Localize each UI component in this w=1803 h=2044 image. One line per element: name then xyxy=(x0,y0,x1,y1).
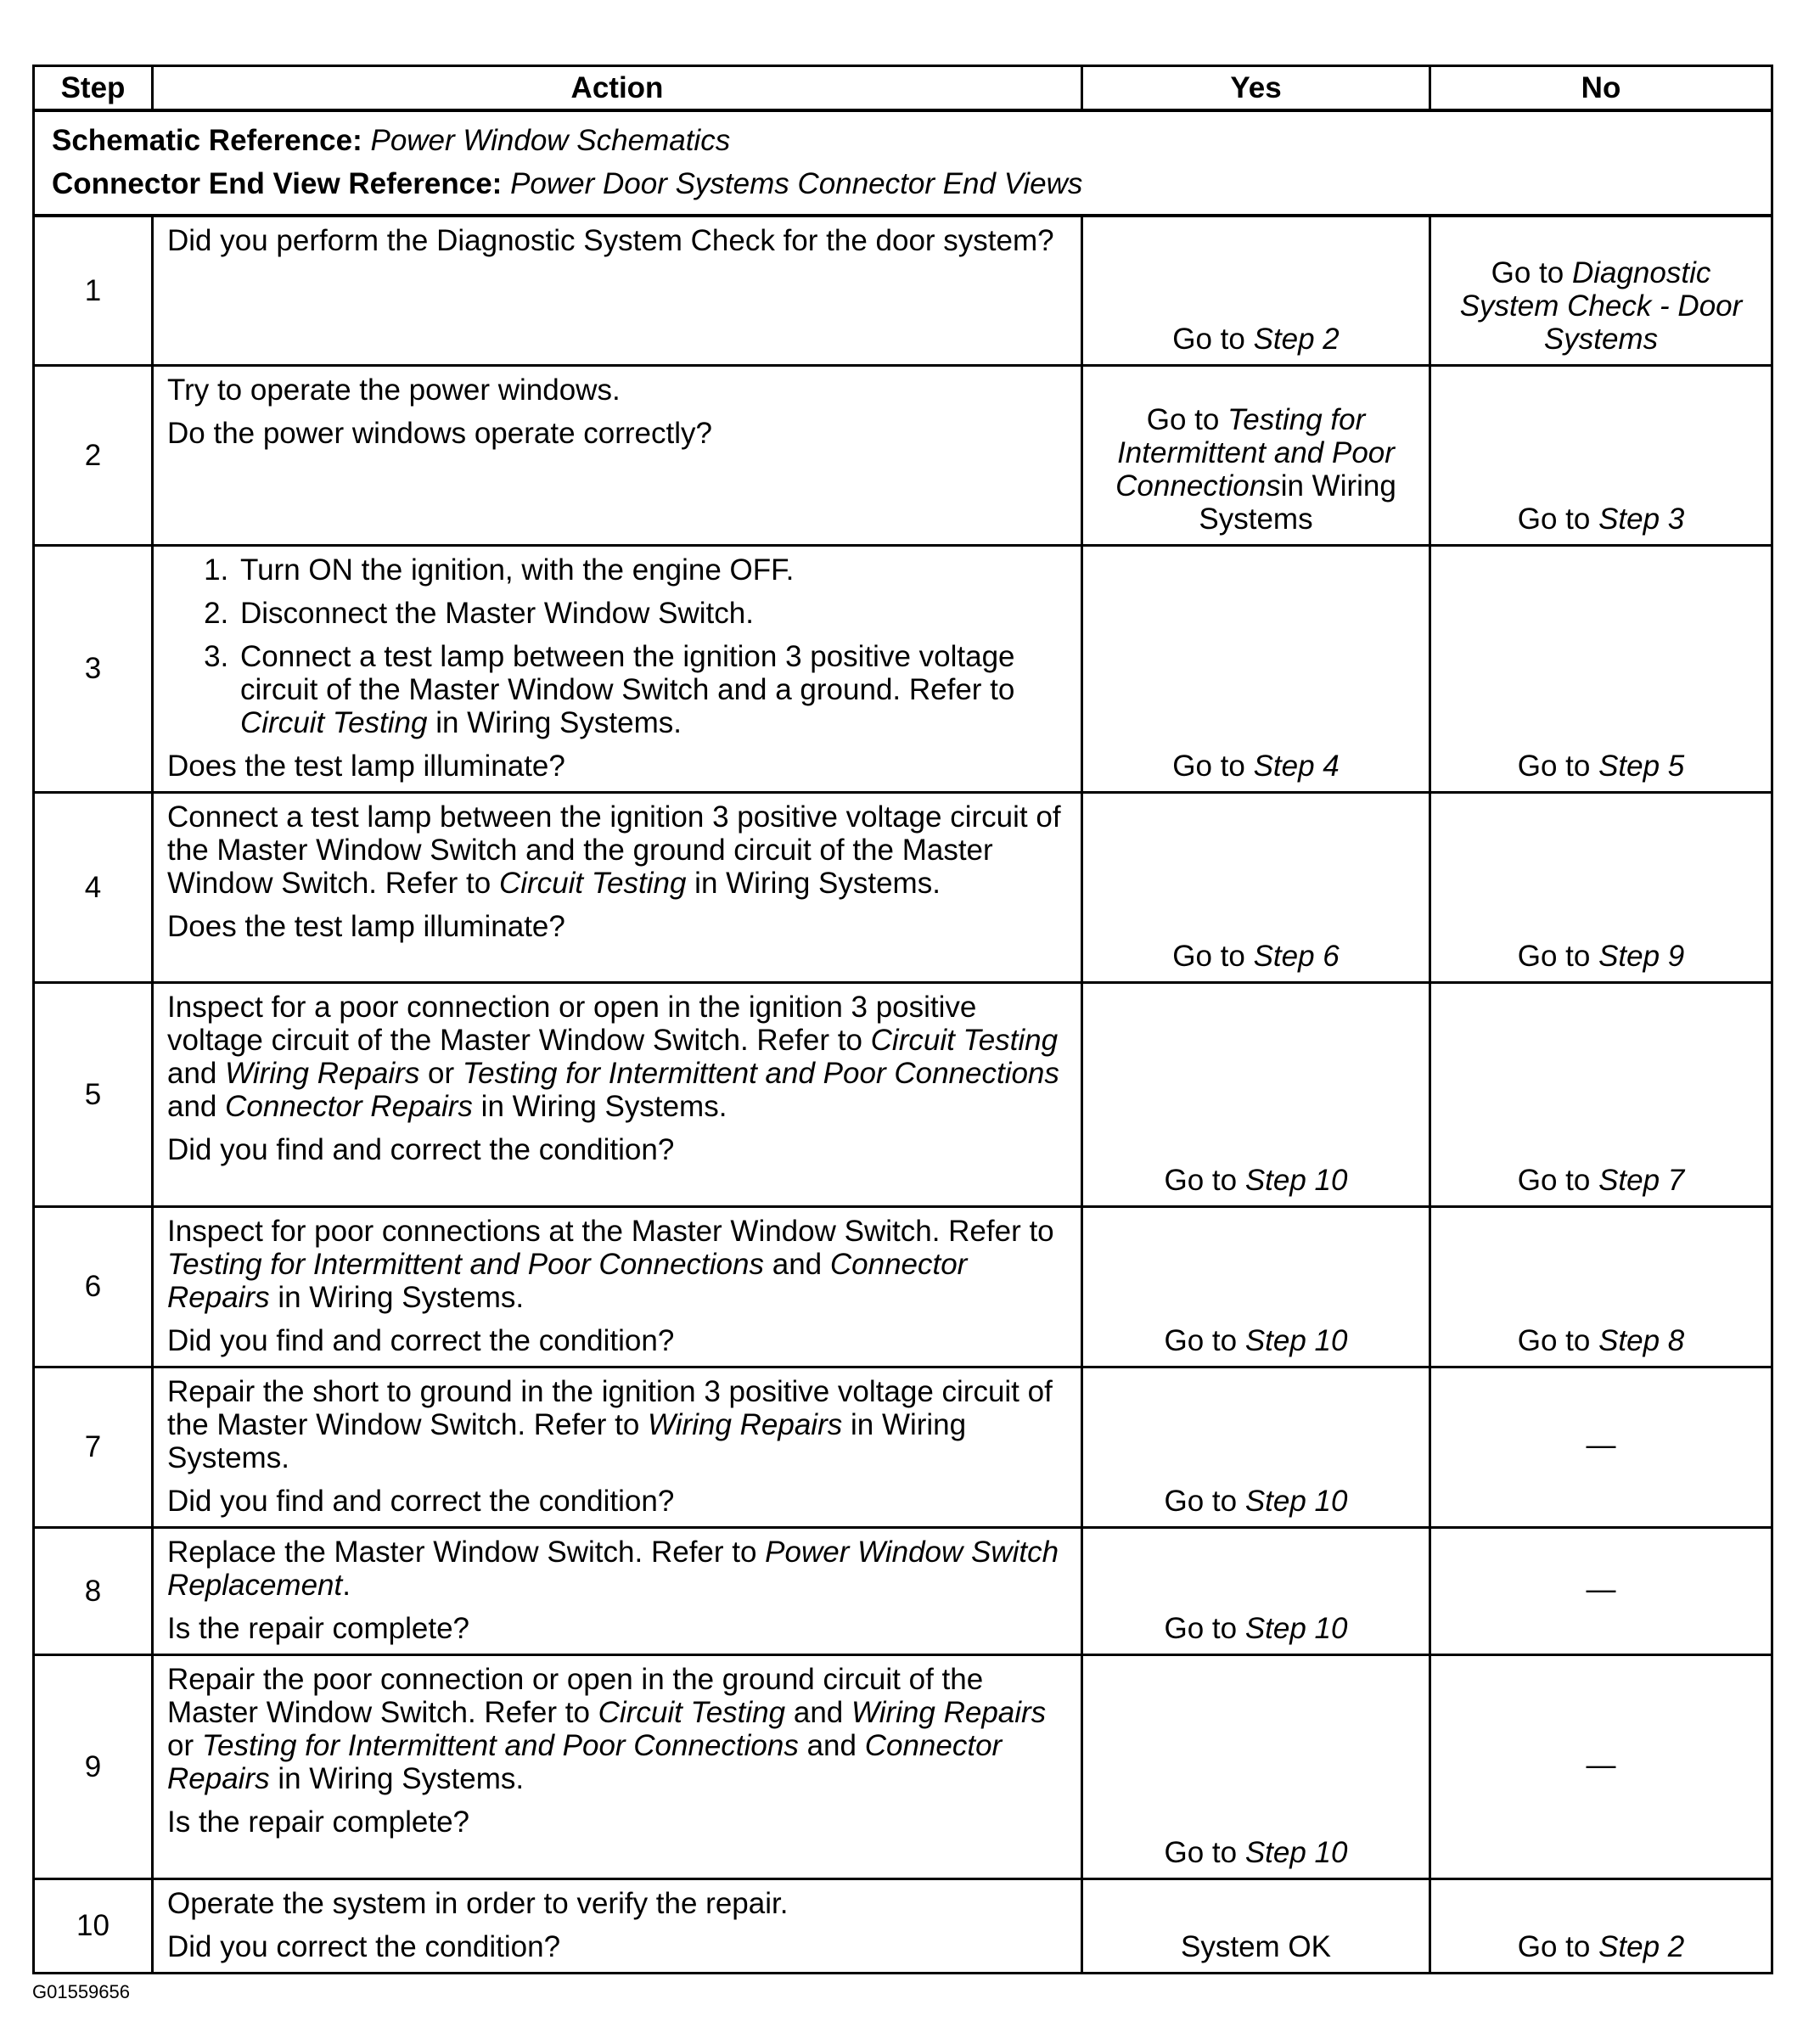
action-text: Try to operate the power windows. xyxy=(167,373,621,407)
reference-link-text: Step 9 xyxy=(1598,939,1685,973)
step-number: 7 xyxy=(34,1367,153,1527)
reference-link-text: Step 10 xyxy=(1244,1484,1348,1518)
action-text: Go to xyxy=(1517,749,1599,783)
step-number: 1 xyxy=(34,216,153,365)
action-text: in Wiring Systems. xyxy=(686,866,941,900)
yes-result xyxy=(1082,365,1430,545)
reference-link-text: Step 3 xyxy=(1598,502,1685,536)
yes-result xyxy=(1082,1367,1430,1527)
action-text: Operate the system in order to verify the repair. xyxy=(167,1886,789,1920)
action-text: Connect a test lamp between the ignition 3 positive voltage circuit of the Master Window Switch and the ground circuit of the Master Window Switch. Refer to xyxy=(167,800,1061,900)
table-row xyxy=(34,365,1772,545)
action-question: Is the repair complete? xyxy=(167,1611,470,1645)
reference-link-text: Step 4 xyxy=(1253,749,1340,783)
reference-link-text: Wiring Repairs xyxy=(648,1407,843,1441)
yes-result xyxy=(1082,982,1430,1206)
reference-link-text: Testing for Intermittent and Poor Connections xyxy=(462,1056,1059,1090)
action-cell xyxy=(153,365,1082,545)
reference-link-text: Step 10 xyxy=(1244,1835,1348,1869)
action-instruction xyxy=(167,1536,1069,1602)
action-text: Go to xyxy=(1172,939,1254,973)
action-text: Go to xyxy=(1517,939,1599,973)
action-instruction xyxy=(167,1375,1069,1474)
action-text: Go to xyxy=(1164,1611,1245,1645)
action-text: Go to xyxy=(1164,1323,1245,1357)
no-result xyxy=(1430,1878,1772,1973)
reference-link-text: Step 5 xyxy=(1598,749,1685,783)
yes-result: System OK xyxy=(1082,1878,1430,1973)
action-text: Go to xyxy=(1517,1323,1599,1357)
table-row xyxy=(34,1367,1772,1527)
reference-link-text: Circuit Testing xyxy=(870,1023,1059,1057)
action-question: Did you find and correct the condition? xyxy=(167,1484,675,1518)
reference-link-text: Wiring Repairs xyxy=(851,1695,1047,1729)
action-question: Does the test lamp illuminate? xyxy=(167,749,565,783)
table-row xyxy=(34,545,1772,792)
action-text: Inspect for poor connections at the Master Window Switch. Refer to xyxy=(167,1214,1054,1248)
action-cell xyxy=(153,1527,1082,1654)
yes-result xyxy=(1082,1654,1430,1878)
action-question: Does the test lamp illuminate? xyxy=(167,909,565,943)
reference-link-text: Testing for Intermittent and Poor Connections xyxy=(201,1728,799,1762)
action-text: in Wiring Systems. xyxy=(427,705,682,739)
action-text: in Wiring Systems xyxy=(1199,469,1396,536)
action-cell xyxy=(153,216,1082,365)
step-number: 3 xyxy=(34,545,153,792)
no-result: — xyxy=(1430,1527,1772,1654)
reference-row xyxy=(34,110,1772,216)
action-text: and xyxy=(764,1247,830,1281)
step-number: 4 xyxy=(34,792,153,982)
action-text: Go to xyxy=(1164,1835,1245,1869)
schematic-reference xyxy=(52,124,1754,157)
reference-link-text: Testing for Intermittent and Poor Connections xyxy=(167,1247,764,1281)
col-header-action: Action xyxy=(153,66,1082,111)
step-number: 5 xyxy=(34,982,153,1206)
action-step-item: 1. Turn ON the ignition, with the engine OFF. xyxy=(237,553,1069,587)
reference-link-text: Step 2 xyxy=(1598,1929,1685,1963)
action-instruction xyxy=(167,224,1069,257)
action-text: in Wiring Systems. xyxy=(269,1280,525,1314)
reference-cell xyxy=(34,110,1772,216)
reference-link-text: Step 10 xyxy=(1244,1163,1348,1197)
yes-result xyxy=(1082,216,1430,365)
reference-link-text: Testing for Intermittent and Poor Connections xyxy=(1115,402,1395,503)
action-text: Did you perform the Diagnostic System Check for the door system? xyxy=(167,224,1054,257)
reference-link-text: Diagnostic System Check - Door Systems xyxy=(1459,256,1743,356)
action-text: Repair the poor connection or open in the ground circuit of the Master Window Switch. Refer to xyxy=(167,1662,984,1729)
action-instruction xyxy=(167,1663,1069,1795)
no-result xyxy=(1430,1206,1772,1367)
action-text: Go to xyxy=(1172,749,1254,783)
reference-link-text: Connector Repairs xyxy=(167,1728,1003,1795)
action-text: and xyxy=(167,1056,226,1090)
action-text: or xyxy=(419,1056,463,1090)
connector-reference-value: Power Door Systems Connector End Views xyxy=(510,167,1083,200)
table-row xyxy=(34,1527,1772,1654)
action-question: Did you find and correct the condition? xyxy=(167,1132,675,1166)
action-text: and xyxy=(167,1089,226,1123)
action-text: Inspect for a poor connection or open in the ignition 3 positive voltage circuit of the Master Window Switch. Refer to xyxy=(167,990,977,1057)
action-cell xyxy=(153,545,1082,792)
action-question: Do the power windows operate correctly? xyxy=(167,416,712,450)
no-result xyxy=(1430,792,1772,982)
no-result: — xyxy=(1430,1654,1772,1878)
reference-link-text: Connector Repairs xyxy=(167,1247,968,1314)
yes-result xyxy=(1082,792,1430,982)
action-cell xyxy=(153,792,1082,982)
yes-result xyxy=(1082,545,1430,792)
connector-reference xyxy=(52,167,1754,200)
table-row xyxy=(34,1654,1772,1878)
action-cell xyxy=(153,982,1082,1206)
action-text: Go to xyxy=(1517,1163,1599,1197)
reference-link-text: Power Window Switch Replacement xyxy=(167,1535,1059,1602)
no-result xyxy=(1430,545,1772,792)
action-cell xyxy=(153,1654,1082,1878)
action-text: Go to xyxy=(1517,1929,1599,1963)
reference-link-text: Step 10 xyxy=(1244,1611,1348,1645)
col-header-yes: Yes xyxy=(1082,66,1430,111)
action-text: Go to xyxy=(1491,256,1572,289)
step-number: 8 xyxy=(34,1527,153,1654)
reference-link-text: Step 10 xyxy=(1244,1323,1348,1357)
reference-link-text: Step 8 xyxy=(1598,1323,1685,1357)
schematic-reference-label: Schematic Reference: xyxy=(52,124,362,157)
reference-link-text: Step 2 xyxy=(1253,322,1340,356)
table-row xyxy=(34,216,1772,365)
no-result xyxy=(1430,365,1772,545)
table-row xyxy=(34,1878,1772,1973)
action-instruction xyxy=(167,1887,1069,1920)
action-text: . xyxy=(342,1568,351,1602)
step-number: 10 xyxy=(34,1878,153,1973)
header-row xyxy=(34,66,1772,111)
reference-link-text: Connector Repairs xyxy=(225,1089,473,1123)
col-header-step: Step xyxy=(34,66,153,111)
step-number: 2 xyxy=(34,365,153,545)
figure-id: G01559656 xyxy=(32,1981,130,2002)
reference-link-text: Circuit Testing xyxy=(598,1695,786,1729)
action-text: in Wiring Systems. xyxy=(472,1089,727,1123)
schematic-reference-value: Power Window Schematics xyxy=(370,124,731,157)
action-text: in Wiring Systems. xyxy=(269,1761,525,1795)
action-text: Go to xyxy=(1164,1163,1245,1197)
col-header-no: No xyxy=(1430,66,1772,111)
action-step-item xyxy=(237,640,1069,739)
table-row xyxy=(34,982,1772,1206)
table-row xyxy=(34,1206,1772,1367)
action-text: and xyxy=(785,1695,851,1729)
yes-result xyxy=(1082,1206,1430,1367)
no-result xyxy=(1430,982,1772,1206)
action-text: Go to xyxy=(1172,322,1254,356)
table-row xyxy=(34,792,1772,982)
action-steps-list xyxy=(167,553,1069,739)
reference-link-text: Step 6 xyxy=(1253,939,1340,973)
action-instruction xyxy=(167,1215,1069,1314)
diagnostic-table xyxy=(32,65,1773,1974)
reference-link-text: Circuit Testing xyxy=(498,866,687,900)
action-question: Did you correct the condition? xyxy=(167,1929,561,1963)
action-text: Go to xyxy=(1164,1484,1245,1518)
action-step-item: 2. Disconnect the Master Window Switch. xyxy=(237,597,1069,630)
action-cell xyxy=(153,1206,1082,1367)
action-cell xyxy=(153,1878,1082,1973)
reference-link-text: Circuit Testing xyxy=(240,705,428,739)
action-text: Go to xyxy=(1517,502,1599,536)
action-text: Connect a test lamp between the ignition 3 positive voltage circuit of the Master Window Switch and a ground. Refer to xyxy=(240,639,1015,706)
action-instruction xyxy=(167,800,1069,900)
action-question: Is the repair complete? xyxy=(167,1805,470,1839)
no-result xyxy=(1430,216,1772,365)
action-instruction xyxy=(167,373,1069,407)
action-text: Go to xyxy=(1146,402,1228,436)
step-number: 9 xyxy=(34,1654,153,1878)
action-question: Did you find and correct the condition? xyxy=(167,1323,675,1357)
reference-link-text: Step 7 xyxy=(1598,1163,1685,1197)
step-number: 6 xyxy=(34,1206,153,1367)
action-text: Repair the short to ground in the ignition 3 positive voltage circuit of the Master Window Switch. Refer to xyxy=(167,1374,1053,1441)
reference-link-text: Wiring Repairs xyxy=(225,1056,420,1090)
action-text: Replace the Master Window Switch. Refer to xyxy=(167,1535,766,1569)
action-instruction xyxy=(167,991,1069,1123)
action-text: and xyxy=(798,1728,865,1762)
action-cell xyxy=(153,1367,1082,1527)
connector-reference-label: Connector End View Reference: xyxy=(52,167,503,200)
action-text: or xyxy=(167,1728,202,1762)
action-text: in Wiring Systems. xyxy=(167,1407,967,1474)
yes-result xyxy=(1082,1527,1430,1654)
no-result: — xyxy=(1430,1367,1772,1527)
